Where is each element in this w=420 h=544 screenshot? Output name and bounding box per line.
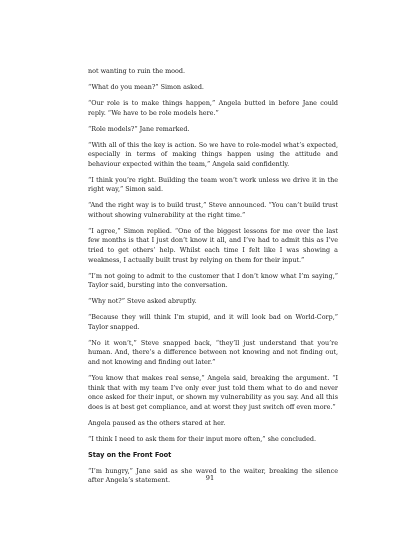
paragraph: “Why not?” Steve asked abruptly. [88,297,197,306]
paragraph: “What do you mean?” Simon asked. [88,82,204,91]
paragraph: “Our role is to make things happen,” Angela butted in before Jane could reply. “We have to be role models here.” [88,98,338,117]
paragraph: “I think you’re right. Building the team won’t work unless we drive it in the right way,” Simon said. [88,175,338,194]
paragraph: “I think I need to ask them for their input more often,” she concluded. [88,434,317,443]
paragraph: Angela paused as the others stared at her. [88,418,226,427]
paragraph: “I’m hungry,” Jane said as she waved to the waiter, breaking the silence after Angela’s statement. [88,466,338,485]
paragraph: “I’m not going to admit to the customer that I don’t know what I’m saying,” Taylor said, bursting into the conversation. [88,271,338,290]
page-number: 91 [205,474,215,482]
paragraph: “With all of this the key is action. So we have to role-model what’s expected, especially in terms of making things happen using the attitude and behaviour expected within the team,” Angela said confidently. [88,140,338,168]
paragraph: “Role models?” Jane remarked. [88,124,190,133]
paragraph: “No it won’t,” Steve snapped back, “they’ll just understand that you’re human. And, there’s a difference between not knowing and not finding out, and not knowing and finding out later.” [88,338,338,366]
paragraph: “I agree,” Simon replied. “One of the biggest lessons for me over the last few months is that I just don’t know it all, and I’ve had to admit this as I’ve tried to get others’ help. Whilst each time I felt like I was showing a weakness, I actually built trust by relying on them for their input.” [88,226,338,264]
paragraph: “You know that makes real sense,” Angela said, breaking the argument. “I think that with my team I’ve only ever just told them what to do and never once asked for their input, or shown my vulnerability as you say. And all this does is at best get compliance, and at worst they just switch off even more.” [88,373,338,411]
paragraph: “Because they will think I’m stupid, and it will look bad on World-Corp,” Taylor snapped. [88,313,338,331]
paragraph: not wanting to ruin the mood. [88,67,185,75]
section-heading: Stay on the Front Foot [88,450,172,459]
body-text [88,67,338,492]
paragraph: “And the right way is to build trust,” Steve announced. “You can’t build trust without showing vulnerability at the right time.” [88,201,338,219]
